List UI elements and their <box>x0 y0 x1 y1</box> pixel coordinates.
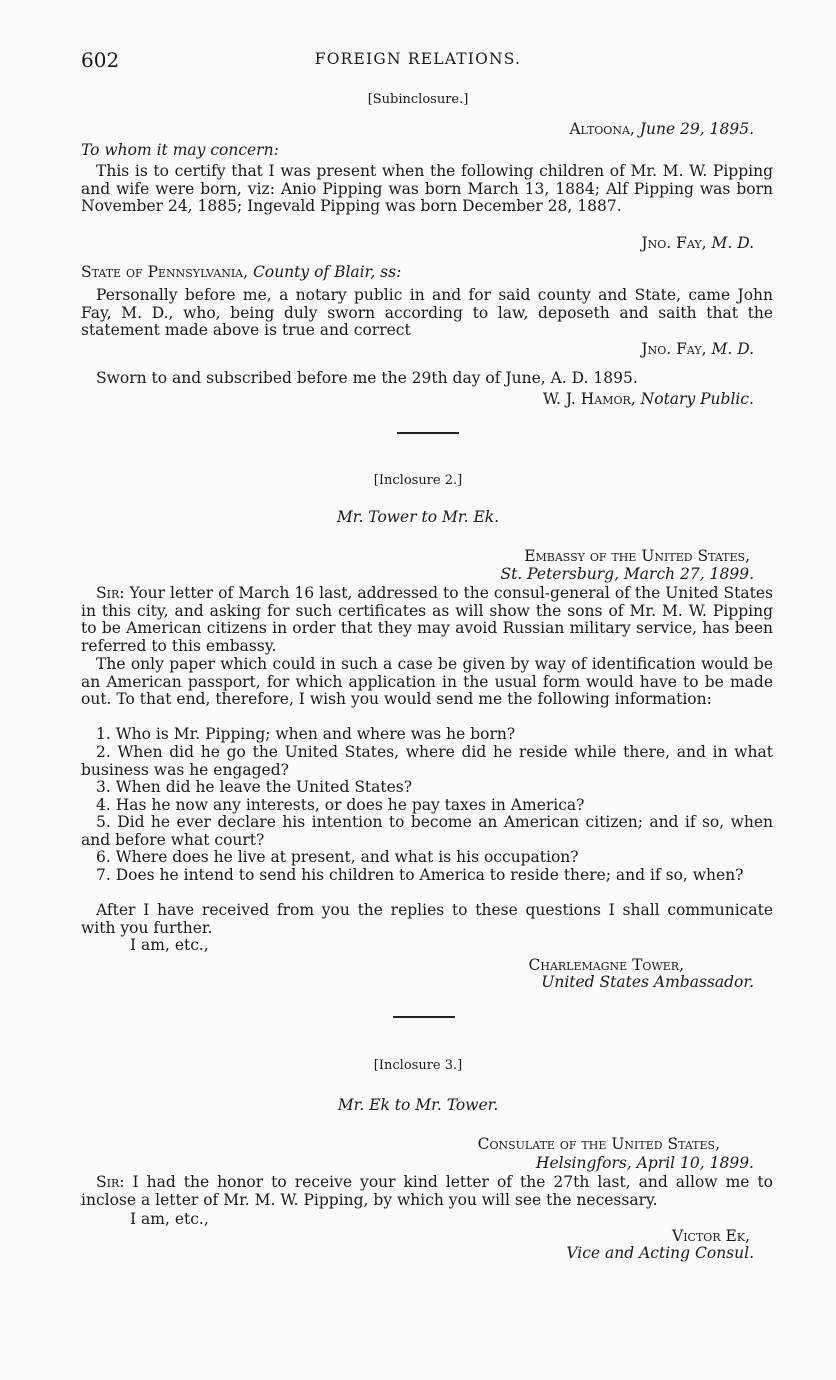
question-item: 6. Where does he live at present, and what is his occupation? <box>96 848 579 866</box>
jurat: Sworn to and subscribed before me the 29th day of June, A. D. 1895. <box>96 369 638 387</box>
salutation: To whom it may concern: <box>81 141 279 159</box>
salutation-sir: Sir: <box>96 584 125 602</box>
place-date: St. Petersburg, March 27, 1899. <box>500 565 754 583</box>
closing: I am, etc., <box>130 1210 209 1228</box>
letter-body <box>81 1174 773 1209</box>
salutation-sir: Sir: <box>96 1173 125 1191</box>
subinclosure-dateline <box>569 121 754 139</box>
signer-title: M. D. <box>711 340 754 358</box>
closing: I am, etc., <box>130 936 209 954</box>
signer-title: Vice and Acting Consul. <box>566 1244 754 1262</box>
subinclosure-label: [Subinclosure.] <box>367 92 469 107</box>
notary-name: W. J. Hamor, <box>542 390 636 408</box>
dateline-date: June 29, 1895. <box>639 120 754 138</box>
venue-state: State of Pennsylvania, <box>81 263 249 281</box>
signature-jno-fay-2 <box>641 341 754 359</box>
letter-paragraph-1 <box>81 585 773 655</box>
letter-paragraph-2: The only paper which could in such a case be given by way of identification would be an American passport, for which application in the usual form would have to be made out. To that end, therefore, I wish you would send me the following information: <box>81 655 773 709</box>
signer-name: Victor Ek, <box>672 1227 750 1245</box>
signer-title: United States Ambassador. <box>541 973 754 991</box>
signature-jno-fay <box>641 235 754 253</box>
notary-signature <box>543 391 754 409</box>
letter-paragraph-3: After I have received from you the replies to these questions I shall communicate with you further. <box>81 901 773 937</box>
question-item: 3. When did he leave the United States? <box>96 778 413 796</box>
question-item: 5. Did he ever declare his intention to become an American citizen; and if so, when and before what court? <box>81 813 773 849</box>
question-item: 4. Has he now any interests, or does he pay taxes in America? <box>96 796 585 814</box>
question-item: 2. When did he go the United States, where did he reside while there, and in what business was he engaged? <box>81 743 773 779</box>
running-title: FOREIGN RELATIONS. <box>314 50 522 68</box>
dateline-place: Altoona, <box>569 120 635 138</box>
sender-office: Consulate of the United States, <box>477 1135 720 1153</box>
page-number: 602 <box>81 48 120 72</box>
inclosure-2-heading: Mr. Tower to Mr. Ek. <box>336 508 500 526</box>
section-divider <box>397 432 459 434</box>
inclosure-2-label: [Inclosure 2.] <box>373 473 463 488</box>
venue-line <box>81 264 401 282</box>
inclosure-3-label: [Inclosure 3.] <box>373 1058 463 1073</box>
sender-office: Embassy of the United States, <box>524 547 750 565</box>
paragraph-text: Your letter of March 16 last, addressed to the consul-general of the United States in this city, and asking for such certificates as will show the sons of Mr. M. W. Pipping to be American citizens in order that they may avoid Russian military service, has been referred to this embassy. <box>81 584 773 655</box>
paragraph-text: I had the honor to receive your kind letter of the 27th last, and allow me to inclose a letter of Mr. M. W. Pipping, by which you will see the necessary. <box>81 1173 773 1209</box>
notary-title: Notary Public. <box>640 390 754 408</box>
venue-county: County of Blair, ss: <box>253 263 402 281</box>
inclosure-3-heading: Mr. Ek to Mr. Tower. <box>337 1096 499 1114</box>
question-item: 1. Who is Mr. Pipping; when and where was he born? <box>96 725 516 743</box>
signer-name: Jno. Fay, <box>641 234 707 252</box>
signer-name: Jno. Fay, <box>641 340 707 358</box>
signer-title: M. D. <box>711 234 754 252</box>
signer-name: Charlemagne Tower, <box>528 956 684 974</box>
place-date: Helsingfors, April 10, 1899. <box>535 1154 754 1172</box>
section-divider <box>393 1016 455 1018</box>
affidavit-paragraph: Personally before me, a notary public in and for said county and State, came John Fay, M. D., who, being duly sworn according to law, deposeth and saith that the statement made above is true and correct <box>81 286 773 340</box>
certificate-paragraph: This is to certify that I was present when the following children of Mr. M. W. Pipping and wife were born, viz: Anio Pipping was born March 13, 1884; Alf Pipping was born November 24, 1885; Ingevald Pipping was born December 28, 1887. <box>81 162 773 216</box>
question-item: 7. Does he intend to send his children to America to reside there; and if so, when? <box>96 866 744 884</box>
